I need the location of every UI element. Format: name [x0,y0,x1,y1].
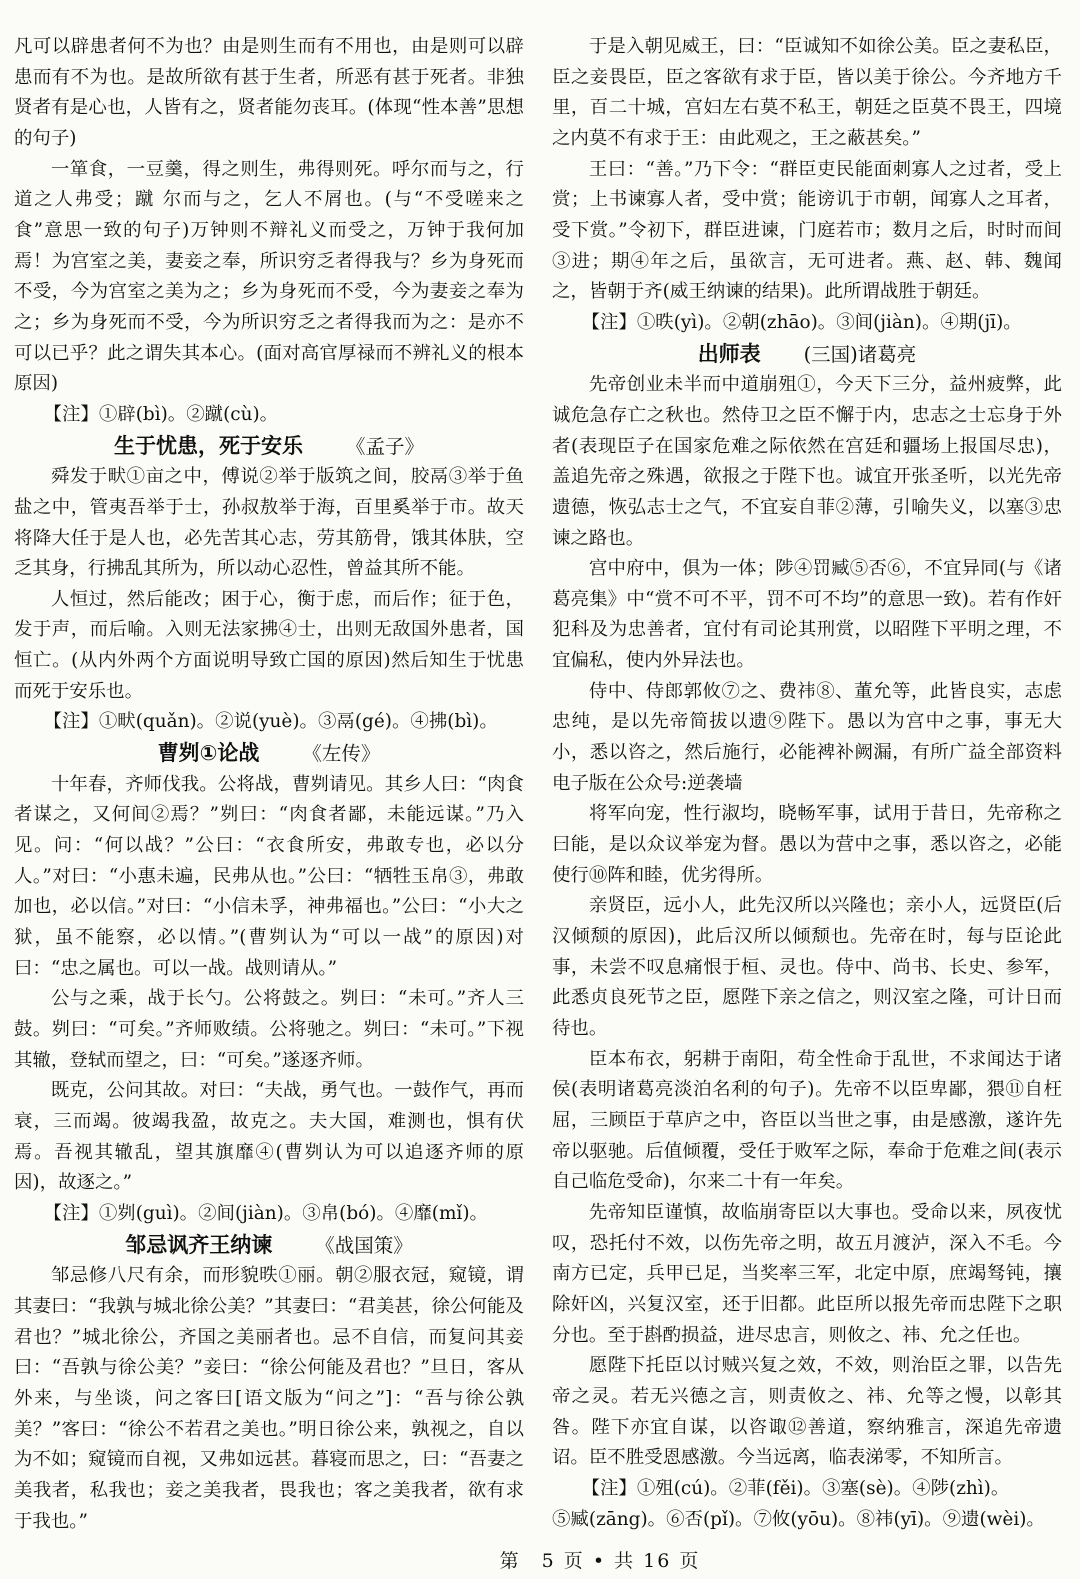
section-title: 出师表 [697,341,761,366]
paragraph: 王曰：“善。”乃下令：“群臣吏民能面刺寡人之过者，受上赏；上书谏寡人者，受中赏；能谤讥于市朝，闻寡人之耳者，受下赏。”令初下，群臣进谏，门庭若市；数月之后，时时而间③进；期④年之后，虽欲言，无可进者。燕、赵、韩、魏闻之，皆朝于齐(威王纳谏的结果)。此所谓战胜于朝廷。 [552,158,1062,303]
paragraph: 人恒过，然后能改；困于心，衡于虑，而后作；征于色，发于声，而后喻。入则无法家拂④士，出则无敌国外患者，国恒亡。(从内外两个方面说明导致亡国的原因)然后知生于忧患而死于安乐也。 [14,588,524,702]
right-column [552,32,1062,1535]
annotation-note: 【注】①刿(guì)。②间(jiàn)。③帛(bó)。④靡(mǐ)。 [43,1202,488,1224]
paragraph: 将军向宠，性行淑均，晓畅军事，试用于昔日，先帝称之曰能，是以众议举宠为督。愚以为营中之事，悉以咨之，必能使行⑩阵和睦，优劣得所。 [552,803,1062,886]
page-number: 第 5 页 • 共 16 页 [499,1550,701,1572]
paragraph: 舜发于畎①亩之中，傅说②举于版筑之间，胶鬲③举于鱼盐之中，管夷吾举于士，孙叔敖举于海，百里奚举于市。故天将降大任于是人也，必先苦其心志，劳其筋骨，饿其体肤，空乏其身，行拂乱其所为，所以动心忍性，曾益其所不能。 [14,466,524,580]
section-source: (三国)诸葛亮 [803,342,917,366]
annotation-note: 【注】①殂(cú)。②菲(fěi)。③塞(sè)。④陟(zhì)。 [581,1477,1010,1499]
section-source: 《左传》 [302,742,381,766]
section-title: 邹忌讽齐王纳谏 [125,1232,273,1257]
section-source: 《孟子》 [345,434,424,458]
section-heading [14,738,524,770]
paragraph: 愿陛下托臣以讨贼兴复之效，不效，则治臣之罪，以告先帝之灵。若无兴德之言，则责攸之、祎、允等之慢，以彰其咎。陛下亦宜自谋，以咨诹⑫善道，察纳雅言，深追先帝遗诏。臣不胜受恩感激。今当远离，临表涕零，不知所言。 [552,1355,1062,1469]
paragraph: 既克，公问其故。对曰：“夫战，勇气也。一鼓作气，再而衰，三而竭。彼竭我盈，故克之。夫大国，难测也，惧有伏焉。吾视其辙乱，望其旗靡④(曹刿认为可以追逐齐师的原因)，故逐之。” [14,1080,524,1194]
paragraph: 宫中府中，俱为一体；陟④罚臧⑤否⑥，不宜异同(与《诸葛亮集》中“赏不可不平，罚不可不均”的意思一致)。若有作奸犯科及为忠善者，宜付有司论其刑赏，以昭陛下平明之理，不宜偏私，使内外异法也。 [552,558,1062,672]
paragraph: 一箪食，一豆羹，得之则生，弗得则死。呼尔而与之，行道之人弗受；蹴 尔而与之，乞人不屑也。(与“不受嗟来之食”意思一致的句子)万钟则不辩礼义而受之，万钟于我何加焉！为宫室之美，妻妾之奉，所识穷乏者得我与？乡为身死而不受，今为宫室之美为之；乡为身死而不受，今为妻妾之奉为之；乡为身死而不受，今为所识穷乏之者得我而为之：是亦不可以已乎？此之谓失其本心。(面对高官厚禄而不辨礼义的根本原因) [14,158,524,395]
paragraph: 臣本布衣，躬耕于南阳，苟全性命于乱世，不求闻达于诸侯(表明诸葛亮淡泊名利的句子)。先帝不以臣卑鄙，猥⑪自枉屈，三顾臣于草庐之中，咨臣以当世之事，由是感激，遂许先帝以驱驰。后值倾覆，受任于败军之际，奉命于危难之间(表示自己临危受命)，尔来二十有一年矣。 [552,1048,1062,1193]
paragraph: 于是入朝见威王，曰：“臣诚知不如徐公美。臣之妻私臣，臣之妾畏臣，臣之客欲有求于臣，皆以美于徐公。今齐地方千里，百二十城，宫妇左右莫不私王，朝廷之臣莫不畏王，四境之内莫不有求于王：由此观之，王之蔽甚矣。” [552,36,1062,149]
section-heading [552,339,1062,371]
paragraph: 邹忌修八尺有余，而形貌昳①丽。朝②服衣冠，窥镜，谓其妻曰：“我孰与城北徐公美？”其妻曰：“君美甚，徐公何能及君也？”城北徐公，齐国之美丽者也。忌不自信，而复问其妾曰：“吾孰与徐公美？”妾曰：“徐公何能及君也？”旦日，客从外来，与坐谈，问之客曰[语文版为“问之”]：“吾与徐公孰美？”客曰：“徐公不若君之美也。”明日徐公来，孰视之，自以为不如；窥镜而自视，又弗如远甚。暮寝而思之，曰：“吾妻之美我者，私我也；妾之美我者，畏我也；客之美我者，欲有求于我也。” [14,1265,524,1532]
paragraph: 侍中、侍郎郭攸⑦之、费祎⑧、董允等，此皆良实，志虑忠纯，是以先帝简拔以遗⑨陛下。愚以为宫中之事，事无大小，悉以咨之，然后施行，必能裨补阙漏，有所广益全部资料电子版在公众号:逆袭墙 [552,680,1062,794]
section-heading [14,1230,524,1262]
section-title: 生于忧患，死于安乐 [114,433,304,458]
paragraph: 先帝创业未半而中道崩殂①，今天下三分，益州疲弊，此诚危急存亡之秋也。然侍卫之臣不懈于内，忠志之士忘身于外者(表现臣子在国家危难之际依然在宫廷和疆场上报国尽忠)，盖追先帝之殊遇，欲报之于陛下也。诚宜开张圣听，以光先帝遗德，恢弘志士之气，不宜妄自菲②薄，引喻失义，以塞③忠谏之路也。 [552,374,1062,549]
paragraph: 十年春，齐师伐我。公将战，曹刿请见。其乡人曰：“肉食者谋之，又何间②焉？”刿曰：“肉食者鄙，未能远谋。”乃入见。问：“何以战？”公曰：“衣食所安，弗敢专也，必以分人。”对曰：“小惠未遍，民弗从也。”公曰：“牺牲玉帛③，弗敢加也，必以信。”对曰：“小信未孚，神弗福也。”公曰：“小大之狱，虽不能察，必以情。”(曹刿认为“可以一战”的原因)对曰：“忠之属也。可以一战。战则请从。” [14,773,524,979]
paragraph: 凡可以辟患者何不为也？由是则生而有不用也，由是则可以辟患而有不为也。是故所欲有甚于生者，所恶有甚于死者。非独贤者有是心也，人皆有之，贤者能勿丧耳。(体现“性本善”思想的句子) [14,36,524,149]
annotation-note: 【注】①昳(yì)。②朝(zhāo)。③间(jiàn)。④期(jī)。 [581,311,1022,333]
section-heading [14,431,524,463]
paragraph: 亲贤臣，远小人，此先汉所以兴隆也；亲小人，远贤臣(后汉倾颓的原因)，此后汉所以倾颓也。先帝在时，每与臣论此事，未尝不叹息痛恨于桓、灵也。侍中、尚书、长史、参军，此悉贞良死节之臣，愿陛下亲之信之，则汉室之隆，可计日而待也。 [552,895,1062,1039]
annotation-note: 【注】①辟(bì)。②蹴(cù)。 [43,403,279,425]
paragraph: 公与之乘，战于长勺。公将鼓之。刿曰：“未可。”齐人三鼓。刿曰：“可矣。”齐师败绩。公将驰之。刿曰：“未可。”下视其辙，登轼而望之，曰：“可矣。”遂逐齐师。 [14,988,524,1071]
section-title: 曹刿①论战 [157,741,260,766]
annotation-note: ⑤臧(zāng)。⑥否(pǐ)。⑦攸(yōu)。⑧祎(yī)。⑨遗(wèi)。 [552,1508,1045,1530]
paragraph: 先帝知臣谨慎，故临崩寄臣以大事也。受命以来，夙夜忧叹，恐托付不效，以伤先帝之明，故五月渡泸，深入不毛。今南方已定，兵甲已足，当奖率三军，北定中原，庶竭驽钝，攘除奸凶，兴复汉室，还于旧都。此臣所以报先帝而忠陛下之职分也。至于斟酌损益，进尽忠言，则攸之、祎、允之任也。 [552,1201,1062,1346]
section-source: 《战国策》 [315,1233,413,1257]
left-column [14,32,524,1537]
annotation-note: 【注】①畎(quǎn)。②说(yuè)。③鬲(gé)。④拂(bì)。 [43,711,498,733]
